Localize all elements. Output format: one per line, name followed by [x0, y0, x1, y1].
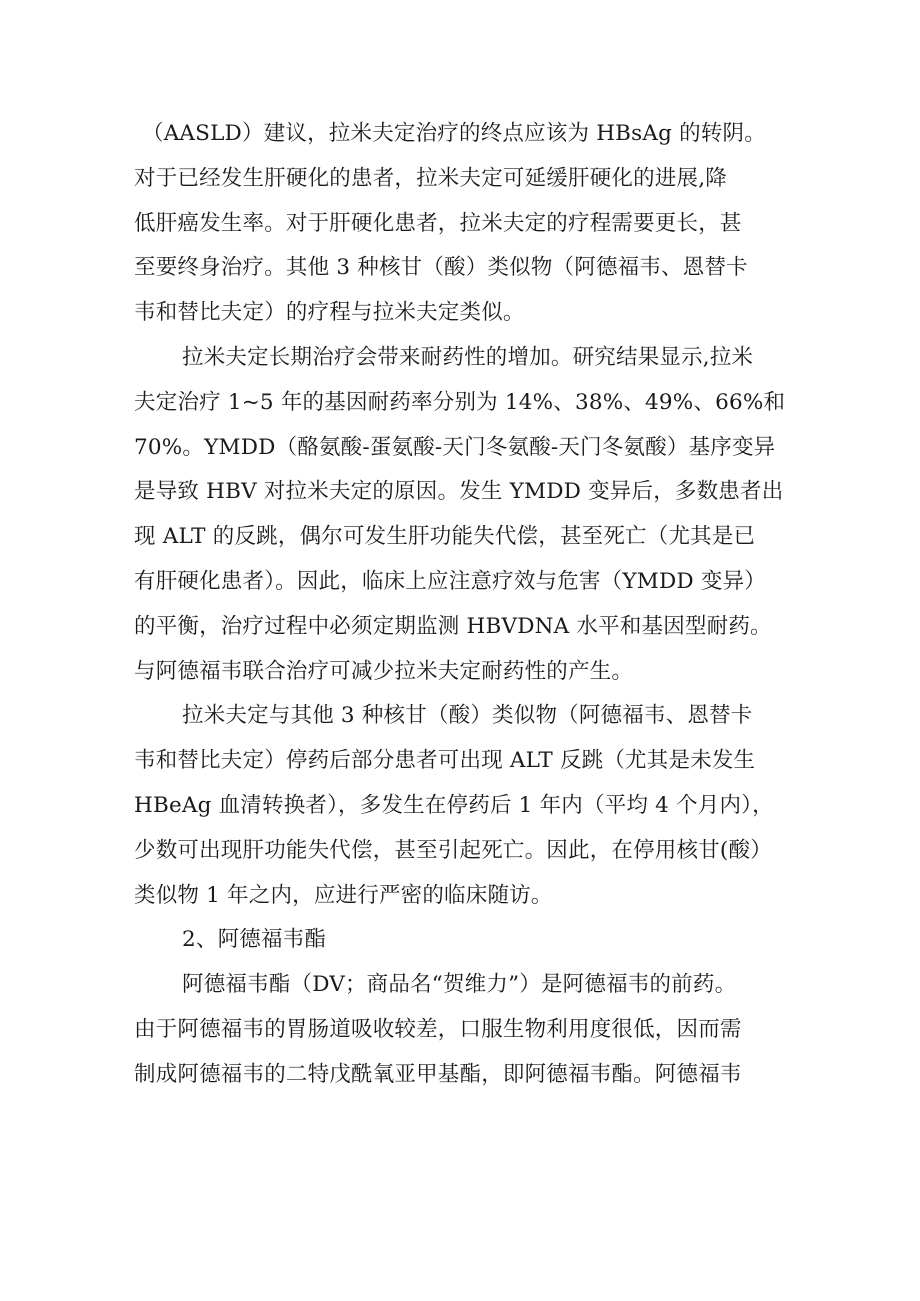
text-line: 夫定治疗 1~5 年的基因耐药率分别为 14%、38%、49%、66%和 — [134, 389, 786, 415]
text-line: 与阿德福韦联合治疗可减少拉米夫定耐药性的产生。 — [134, 658, 634, 684]
text-line: 现 ALT 的反跳，偶尔可发生肝功能失代偿，甚至死亡（尤其是已 — [134, 524, 756, 550]
paragraph-start-line: 阿德福韦酯（DV；商品名“贺维力”）是阿德福韦的前药。 — [182, 972, 737, 998]
text-line: 韦和替比夫定）的疗程与拉米夫定类似。 — [134, 300, 525, 326]
section-heading: 2、阿德福韦酯 — [182, 927, 327, 953]
text-line: 制成阿德福韦的二特戊酰氧亚甲基酯，即阿德福韦酯。阿德福韦 — [134, 1061, 742, 1087]
text-line: 是导致 HBV 对拉米夫定的原因。发生 YMDD 变异后，多数患者出 — [134, 479, 784, 505]
text-line: 的平衡，治疗过程中必须定期监测 HBVDNA 水平和基因型耐药。 — [134, 613, 772, 639]
text-line: 低肝癌发生率。对于肝硬化患者，拉米夫定的疗程需要更长，甚 — [134, 210, 742, 236]
document-body — [134, 112, 794, 1098]
text-line: 类似物 1 年之内，应进行严密的临床随访。 — [134, 882, 553, 908]
text-line: 有肝硬化患者）。因此，临床上应注意疗效与危害（YMDD 变异） — [134, 568, 766, 594]
text-line: HBeAg 血清转换者），多发生在停药后 1 年内（平均 4 个月内）， — [134, 792, 774, 818]
text-line: 韦和替比夫定）停药后部分患者可出现 ALT 反跳（尤其是未发生 — [134, 748, 756, 774]
text-line: （AASLD）建议，拉米夫定治疗的终点应该为 HBsAg 的转阴。 — [142, 121, 766, 146]
paragraph-start-line: 拉米夫定长期治疗会带来耐药性的增加。研究结果显示,拉米 — [182, 344, 754, 370]
text-line: 至要终身治疗。其他 3 种核甘（酸）类似物（阿德福韦、恩替卡 — [134, 255, 748, 281]
paragraph-start-line: 拉米夫定与其他 3 种核甘（酸）类似物（阿德福韦、恩替卡 — [182, 703, 753, 729]
text-line: 少数可出现肝功能失代偿，甚至引起死亡。因此，在停用核甘(酸） — [134, 837, 772, 863]
text-line: 70%。YMDD（酪氨酸-蛋氨酸-天门冬氨酸-天门冬氨酸）基序变异 — [134, 434, 776, 460]
text-line: 对于已经发生肝硬化的患者，拉米夫定可延缓肝硬化的进展,降 — [134, 165, 727, 191]
text-line: 由于阿德福韦的胃肠道吸收较差，口服生物利用度很低，因而需 — [134, 1016, 742, 1042]
